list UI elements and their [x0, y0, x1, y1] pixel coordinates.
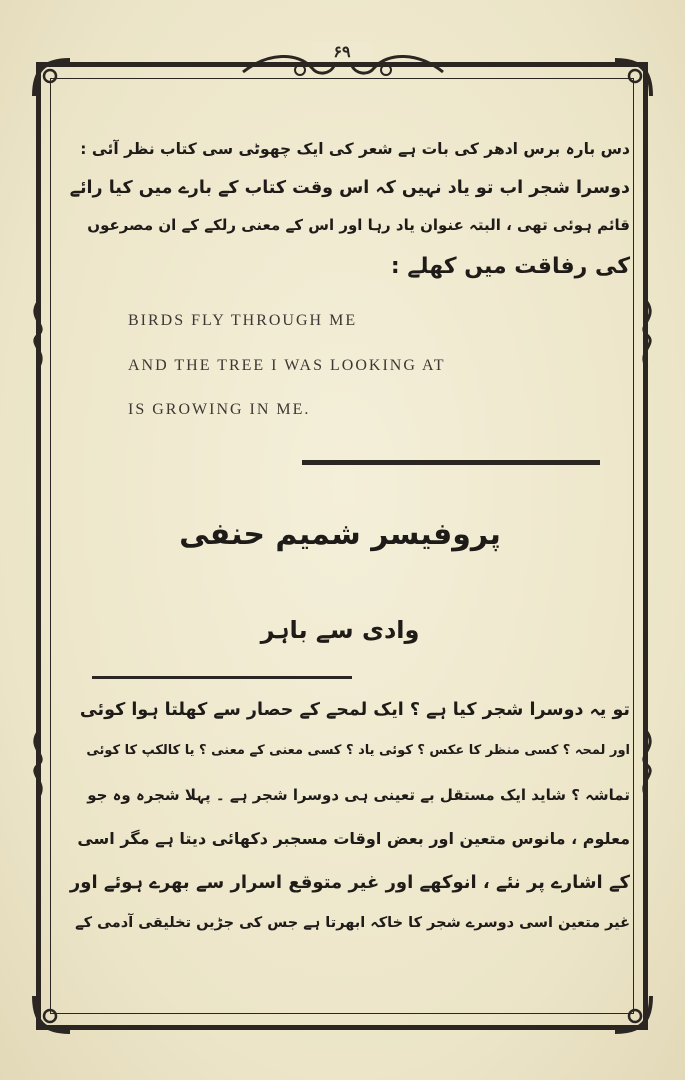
corner-ornament-icon	[30, 992, 74, 1036]
corner-ornament-icon	[611, 56, 655, 100]
intro-line: دوسرا شجر اب تو یاد نہیں کہ اس وقت کتاب کے بارے میں کیا رائے	[69, 178, 630, 198]
corner-ornament-icon	[30, 56, 74, 100]
author-name: پروفیسر شمیم حنفی	[179, 517, 501, 552]
quote-line: BIRDS FLY THROUGH ME	[128, 312, 358, 329]
article-title: وادی سے باہر	[260, 616, 420, 644]
title-underline	[92, 676, 352, 679]
intro-line: قائم ہوئی تھی ، البتہ عنوان یاد رہا اور اس کے معنی رلکے کے ان مصرعوں	[87, 216, 630, 234]
side-ornament-icon	[634, 300, 660, 370]
corner-ornament-icon	[611, 992, 655, 1036]
side-ornament-icon	[634, 730, 660, 800]
intro-line: کی رفاقت میں کھلے :	[390, 254, 630, 279]
page-number: ۶۹	[312, 42, 372, 61]
body-line: تو یہ دوسرا شجر کیا ہے ؟ ایک لمحے کے حصار سے کھلتا ہوا کوئی	[79, 700, 630, 720]
quote-line: AND THE TREE I WAS LOOKING AT	[128, 357, 446, 374]
body-line: تماشہ ؟ شاید ایک مستقل بے تعینی ہی دوسرا شجر ہے ۔ پہلا شجرہ وہ جو	[87, 786, 630, 804]
side-ornament-icon	[25, 730, 51, 800]
side-ornament-icon	[25, 300, 51, 370]
body-line: اور لمحہ ؟ کسی منظر کا عکس ؟ کوئی یاد ؟ کسی معنی کے معنی ؟ یا کالکپ کا کوئی	[86, 743, 630, 758]
body-line: معلوم ، مانوس متعین اور بعض اوقات مسجبر دکھائی دیتا ہے مگر اسی	[77, 829, 630, 848]
quote-line: IS GROWING IN ME.	[128, 401, 311, 418]
body-line: غیر متعین اسی دوسرے شجر کا خاکہ ابھرتا ہے جس کی جڑیں تخلیقی آدمی کے	[75, 915, 630, 931]
intro-line: دس بارہ برس ادھر کی بات ہے شعر کی ایک چھوٹی سی کتاب نظر آئی :	[80, 140, 630, 158]
body-line: کے اشارے پر نئے ، انوکھے اور غیر متوقع اسرار سے بھرے ہوئے اور	[69, 872, 630, 893]
section-divider	[302, 460, 600, 465]
